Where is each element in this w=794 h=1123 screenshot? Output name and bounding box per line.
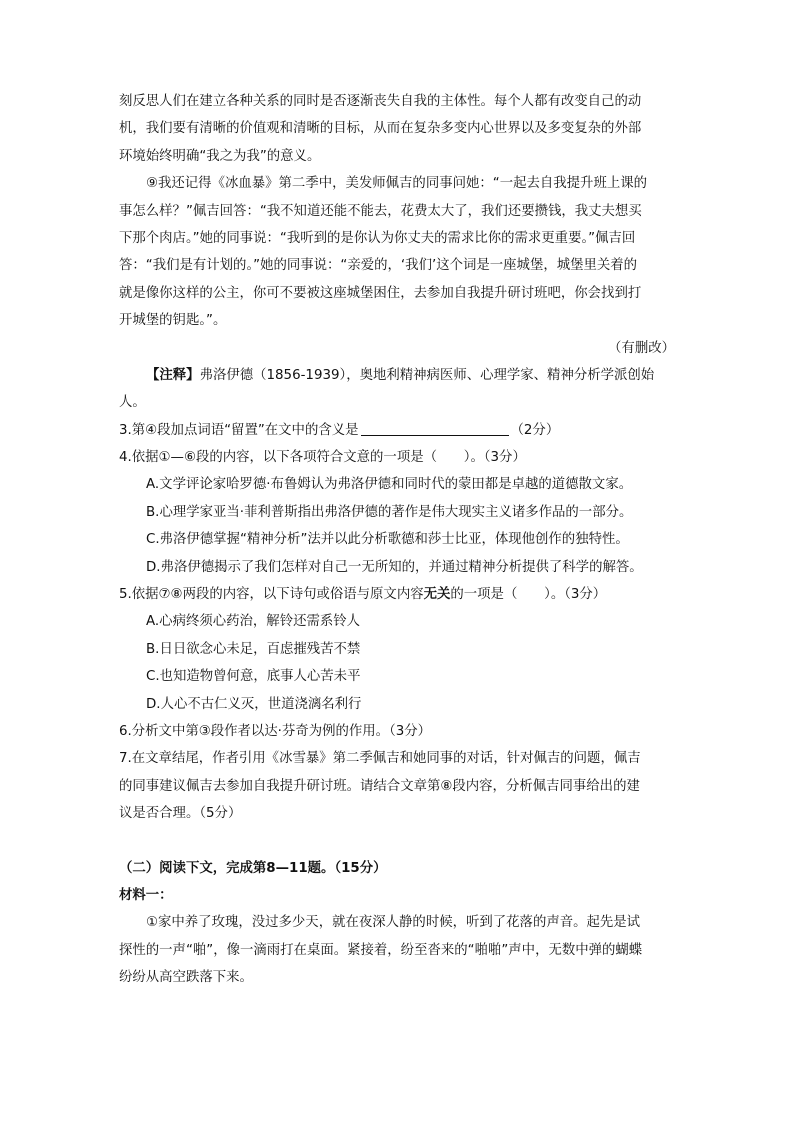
spacer bbox=[119, 828, 675, 855]
document-page bbox=[119, 88, 675, 992]
annotation-label: 【注释】 bbox=[146, 367, 200, 383]
question-3 bbox=[119, 417, 675, 444]
text-line: 开城堡的钥匙。”。 bbox=[119, 313, 227, 329]
question-7-line: 7.在文章结尾，作者引用《冰雪暴》第二季佩吉和她同事的对话，针对佩吉的问题，佩吉 bbox=[119, 751, 641, 767]
question-3-stem: 3.第④段加点词语“留置”在文中的含义是 bbox=[119, 422, 359, 438]
revision-note: （有删改） bbox=[608, 340, 675, 356]
text-line: 环境始终明确“我之为我”的意义。 bbox=[119, 148, 321, 164]
question-5-option-c: C.也知造物曾何意，底事人心苦未平 bbox=[146, 669, 361, 685]
question-5-option-a: A.心病终须心药治，解铃还需系铃人 bbox=[146, 614, 361, 630]
text-line: 就是像你这样的公主，你可不要被这座城堡困住，去参加自我提升研讨班吧，你会找到打 bbox=[119, 285, 642, 301]
text-line: 纷纷从高空跌落下来。 bbox=[119, 970, 253, 986]
emphasis-word: 无关 bbox=[423, 587, 451, 603]
question-5-option-d: D.人心不古仁义灭，世道浇漓名利行 bbox=[146, 696, 362, 712]
text-line: 下那个肉店。”她的同事说：“我听到的是你认为你丈夫的需求比你的需求更重要。”佩吉回 bbox=[119, 230, 636, 246]
text-line: ①家中养了玫瑰，没过多少天，就在夜深人静的时候，听到了花落的声音。起先是试 bbox=[146, 915, 641, 931]
question-4-stem: 4.依据①—⑥段的内容，以下各项符合文意的一项是（ ）。（3分） bbox=[119, 450, 526, 466]
text-line: 刻反思人们在建立各种关系的同时是否逐渐丧失自我的主体性。每个人都有改变自己的动 bbox=[119, 94, 642, 109]
question-7-line: 的同事建议佩吉去参加自我提升研讨班。请结合文章第⑧段内容，分析佩吉同事给出的建 bbox=[119, 778, 640, 794]
text-line: 探性的一声“啪”，像一滴雨打在桌面。紧接着，纷至沓来的“啪啪”声中，无数中弹的蝴蝶 bbox=[119, 942, 643, 958]
annotation-note bbox=[119, 362, 675, 389]
text-line: ⑨我还记得《冰血暴》第二季中，美发师佩吉的同事问她：“一起去自我提升班上课的 bbox=[146, 176, 648, 192]
question-5-stem bbox=[119, 581, 675, 608]
text-line: 机，我们要有清晰的价值观和清晰的目标，从而在复杂多变内心世界以及多变复杂的外部 bbox=[119, 121, 642, 137]
question-6: 6.分析文中第③段作者以达·芬奇为例的作用。（3分） bbox=[119, 723, 432, 739]
annotation-text: 弗洛伊德（1856-1939），奥地利精神病医师、心理学家、精神分析学派创始 bbox=[199, 367, 655, 383]
question-4-option-c: C.弗洛伊德掌握“精神分析”法并以此分析歌德和莎士比亚，体现他创作的独特性。 bbox=[146, 532, 629, 548]
question-4-option-b: B.心理学家亚当·菲利普斯指出弗洛伊德的著作是伟大现实主义诸多作品的一部分。 bbox=[146, 504, 633, 520]
question-3-score: （2分） bbox=[510, 422, 560, 438]
question-7-line: 议是否合理。（5分） bbox=[119, 806, 242, 822]
section-heading: （二）阅读下文，完成第8—11题。（15分） bbox=[119, 860, 387, 876]
question-5-stem-text: 5.依据⑦⑧两段的内容，以下诗句或俗语与原文内容 bbox=[119, 587, 424, 603]
question-4-option-d: D.弗洛伊德揭示了我们怎样对自己一无所知的，并通过精神分析提供了科学的解答。 bbox=[146, 559, 643, 575]
text-line: 人。 bbox=[119, 395, 146, 411]
question-5-option-b: B.日日欲念心未足，百虑摧残苦不禁 bbox=[146, 641, 361, 657]
question-5-stem-tail: 的一项是（ ）。（3分） bbox=[450, 587, 607, 603]
question-4-option-a: A.文学评论家哈罗德·布鲁姆认为弗洛伊德和同时代的蒙田都是卓越的道德散文家。 bbox=[146, 477, 633, 493]
answer-blank[interactable] bbox=[361, 421, 509, 436]
text-line: 事怎么样？”佩吉回答：“我不知道还能不能去，花费太大了，我们还要攒钱，我丈夫想买 bbox=[119, 203, 642, 219]
text-line: 答：“我们是有计划的。”她的同事说：“亲爱的，‘我们’这个词是一座城堡，城堡里关着的 bbox=[119, 258, 638, 274]
material-label: 材料一： bbox=[119, 887, 173, 903]
